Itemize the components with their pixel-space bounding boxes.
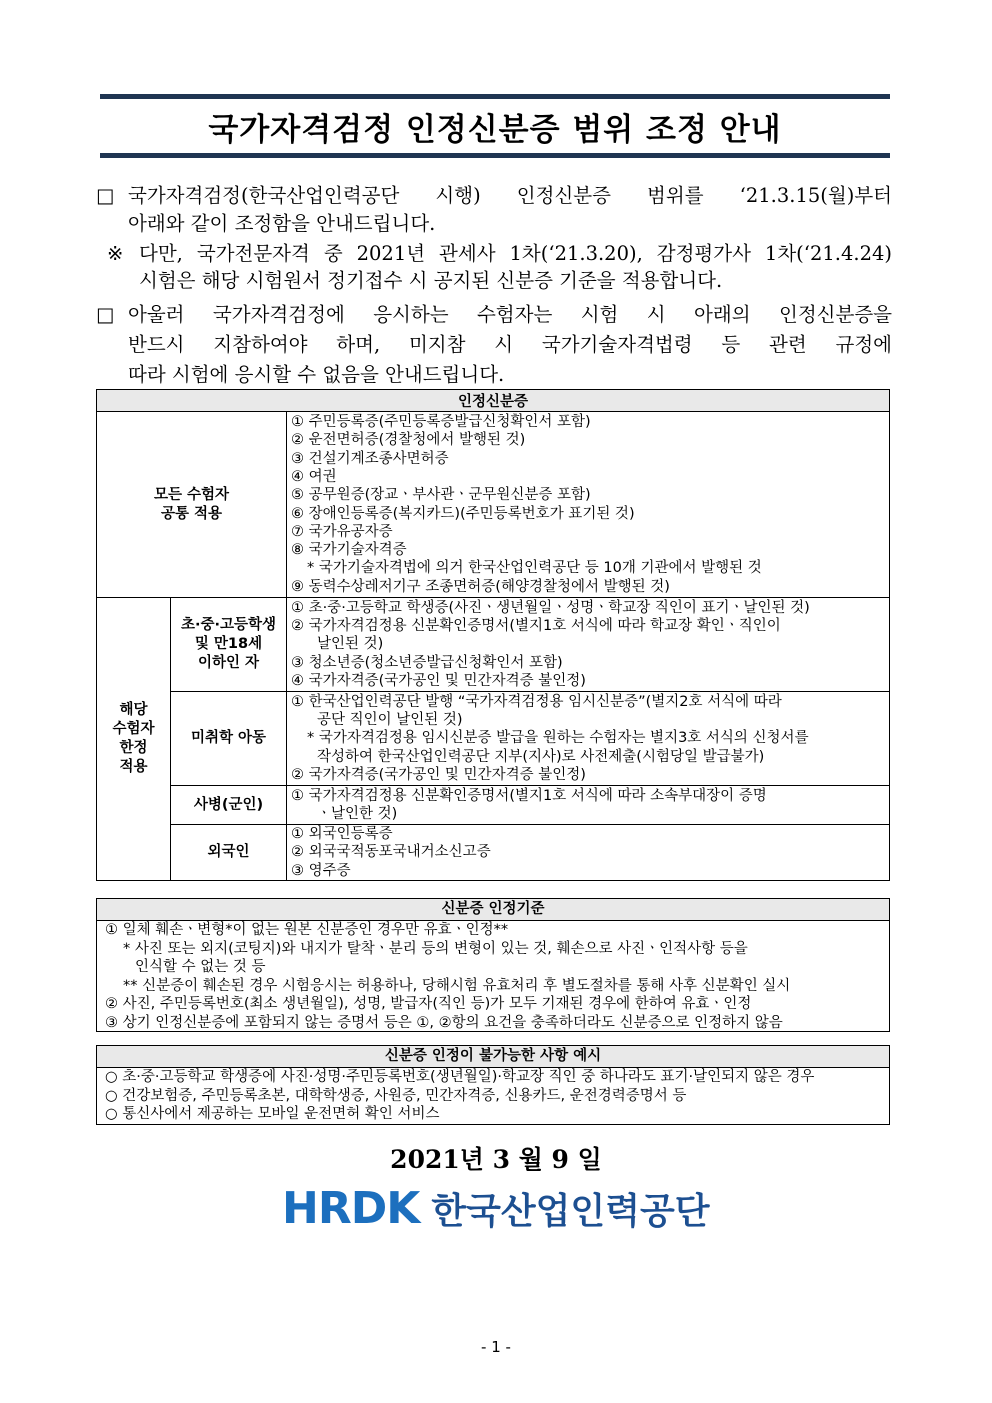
soldier-label: 사병(군인) — [171, 786, 287, 825]
intro2-paragraph — [96, 300, 892, 390]
intro-line-2: 아래와 같이 조정함을 안내드립니다. — [128, 212, 436, 235]
list-item: ① 외국인등록증 — [291, 826, 393, 843]
list-item: ㆍ날인한 것) — [317, 806, 398, 822]
hrdk-logo-mark: HRDK — [282, 1182, 420, 1234]
page-title: 국가자격검정 인정신분증 범위 조정 안내 — [208, 111, 782, 148]
hrdk-logo-name: 한국산업인력공단 — [431, 1190, 710, 1232]
list-item: ⑥ 장애인등록증(복지카드)(주민등록번호가 표기된 것) — [291, 505, 635, 522]
list-item: * 국가기술자격법에 의거 한국산업인력공단 등 10개 기관에서 발행된 것 — [307, 560, 762, 577]
list-item: ⑦ 국가유공자증 — [291, 523, 393, 540]
note-line-2: 시험은 해당 시험원서 정기접수 시 공지된 신분증 기준을 적용합니다. — [139, 269, 723, 292]
list-item: ① 주민등록증(주민등록증발급신청확인서 포함) — [291, 414, 591, 431]
list-item: ② 국가자격증(국가공인 및 민간자격증 불인정) — [291, 766, 586, 783]
list-item: ① 초·중·고등학교 학생증(사진ㆍ생년월일ㆍ성명ㆍ학교장 직인이 표기ㆍ날인된 것) — [291, 599, 810, 616]
intro2-line-2: 반드시 지참하여야 하며, 미지참 시 국가기술자격법령 등 관련 규정에 — [128, 333, 892, 356]
students-items — [287, 598, 890, 692]
list-item: ② 운전면허증(경찰청에서 발행된 것) — [291, 432, 526, 449]
list-item: ④ 여권 — [291, 468, 337, 485]
common-items — [287, 412, 890, 598]
list-item: ⑨ 동력수상레저기구 조종면허증(해양경찰청에서 발행된 것) — [291, 578, 670, 595]
title-bar — [100, 94, 890, 158]
list-item: ① 일체 훼손ㆍ변형*이 없는 원본 신분증인 경우만 유효ㆍ인정** — [105, 922, 509, 938]
list-item: ○ 건강보험증, 주민등록초본, 대학학생증, 사원증, 민간자격증, 신용카드, 운전경력증명서 등 — [105, 1087, 687, 1104]
list-item: ⑧ 국가기술자격증 — [291, 542, 407, 559]
list-item: 공단 직인이 날인된 것) — [317, 712, 463, 729]
list-item: ③ 건설기계조종사면허증 — [291, 450, 449, 467]
issue-date: 2021년 3 월 9 일 — [390, 1145, 602, 1174]
intro2-line-1: 아울러 국가자격검정에 응시하는 수험자는 시험 시 아래의 인정신분증을 — [128, 303, 892, 326]
foreigner-items — [287, 825, 890, 881]
page-number: - 1 - — [481, 1338, 511, 1356]
reference-mark-icon: ※ — [107, 242, 124, 265]
common-label: 모든 수험자 공통 적용 — [97, 412, 287, 598]
limited-label: 해당 수험자 한정 적용 — [97, 598, 171, 881]
list-item: 작성하여 한국산업인력공단 지부(지사)로 사전제출(시험당일 발급불가) — [317, 748, 765, 765]
not-accepted-header: 신분증 인정이 불가능한 사항 예시 — [97, 1046, 889, 1068]
list-item: ○ 초·중·고등학교 학생증에 사진·성명·주민등록번호(생년월일)·학교장 직인 중 하나라도 표기·날인되지 않은 경우 — [105, 1069, 815, 1085]
list-item: ⑤ 공무원증(장교ㆍ부사관ㆍ군무원신분증 포함) — [291, 487, 591, 504]
hrdk-logo — [282, 1183, 710, 1233]
list-item: ② 외국국적동포국내거소신고증 — [291, 844, 491, 861]
list-item: ○ 통신사에서 제공하는 모바일 운전면허 확인 서비스 — [105, 1106, 440, 1122]
not-accepted-box — [96, 1045, 890, 1125]
intro2-line-3: 따라 시험에 응시할 수 없음을 안내드립니다. — [128, 363, 505, 386]
list-item: ** 신분증이 훼손된 경우 시험응시는 허용하나, 당해시험 유효처리 후 별도절차를 통해 사후 신분확인 실시 — [123, 977, 791, 994]
list-item: ③ 영주증 — [291, 862, 351, 879]
criteria-box — [96, 898, 890, 1032]
list-item: ① 국가자격검정용 신분확인증명서(별지1호 서식에 따라 소속부대장이 증명 — [291, 787, 767, 804]
checkbox-square-icon: □ — [96, 303, 115, 326]
list-item: ③ 상기 인정신분증에 포함되지 않는 증명서 등은 ①, ②항의 요건을 충족하더라도 신분증으로 인정하지 않음 — [105, 1014, 783, 1031]
criteria-header: 신분증 인정기준 — [97, 899, 889, 921]
foreigner-label: 외국인 — [171, 825, 287, 881]
intro-line-1: 국가자격검정(한국산업인력공단 시행) 인정신분증 범위를 ‘21.3.15(월)부터 — [128, 184, 892, 207]
intro-paragraph — [96, 182, 892, 238]
list-item: ① 한국산업인력공단 발행 “국가자격검정용 임시신분증”(별지2호 서식에 따라 — [291, 693, 782, 710]
checkbox-square-icon: □ — [96, 184, 115, 207]
preschool-items — [287, 692, 890, 786]
id-table — [96, 389, 890, 881]
list-item: * 사진 또는 외지(코팅지)와 내지가 탈착ㆍ분리 등의 변형이 있는 것, 훼손으로 사진ㆍ인적사항 등을 — [123, 940, 748, 957]
note-paragraph — [107, 240, 892, 294]
preschool-label: 미취학 아동 — [171, 692, 287, 786]
list-item: ④ 국가자격증(국가공인 및 민간자격증 불인정) — [291, 672, 586, 689]
list-item: ③ 청소년증(청소년증발급신청확인서 포함) — [291, 654, 563, 671]
list-item: ② 국가자격검정용 신분확인증명서(별지1호 서식에 따라 학교장 확인ㆍ직인이 — [291, 618, 781, 635]
id-table-header: 인정신분증 — [97, 390, 890, 412]
soldier-items — [287, 786, 890, 825]
list-item: ② 사진, 주민등록번호(최소 생년월일), 성명, 발급자(직인 등)가 모두 기재된 경우에 한하여 유효ㆍ인정 — [105, 996, 752, 1012]
list-item: 인식할 수 없는 것 등 — [135, 959, 266, 975]
students-label: 초·중·고등학생 및 만18세 이하인 자 — [171, 598, 287, 692]
note-line-1: 다만, 국가전문자격 중 2021년 관세사 1차(‘21.3.20), 감정평가사 1차(‘21.4.24) — [139, 242, 892, 265]
list-item: * 국가자격검정용 임시신분증 발급을 원하는 수험자는 별지3호 서식의 신청서를 — [307, 730, 809, 747]
list-item: 날인된 것) — [317, 636, 384, 653]
